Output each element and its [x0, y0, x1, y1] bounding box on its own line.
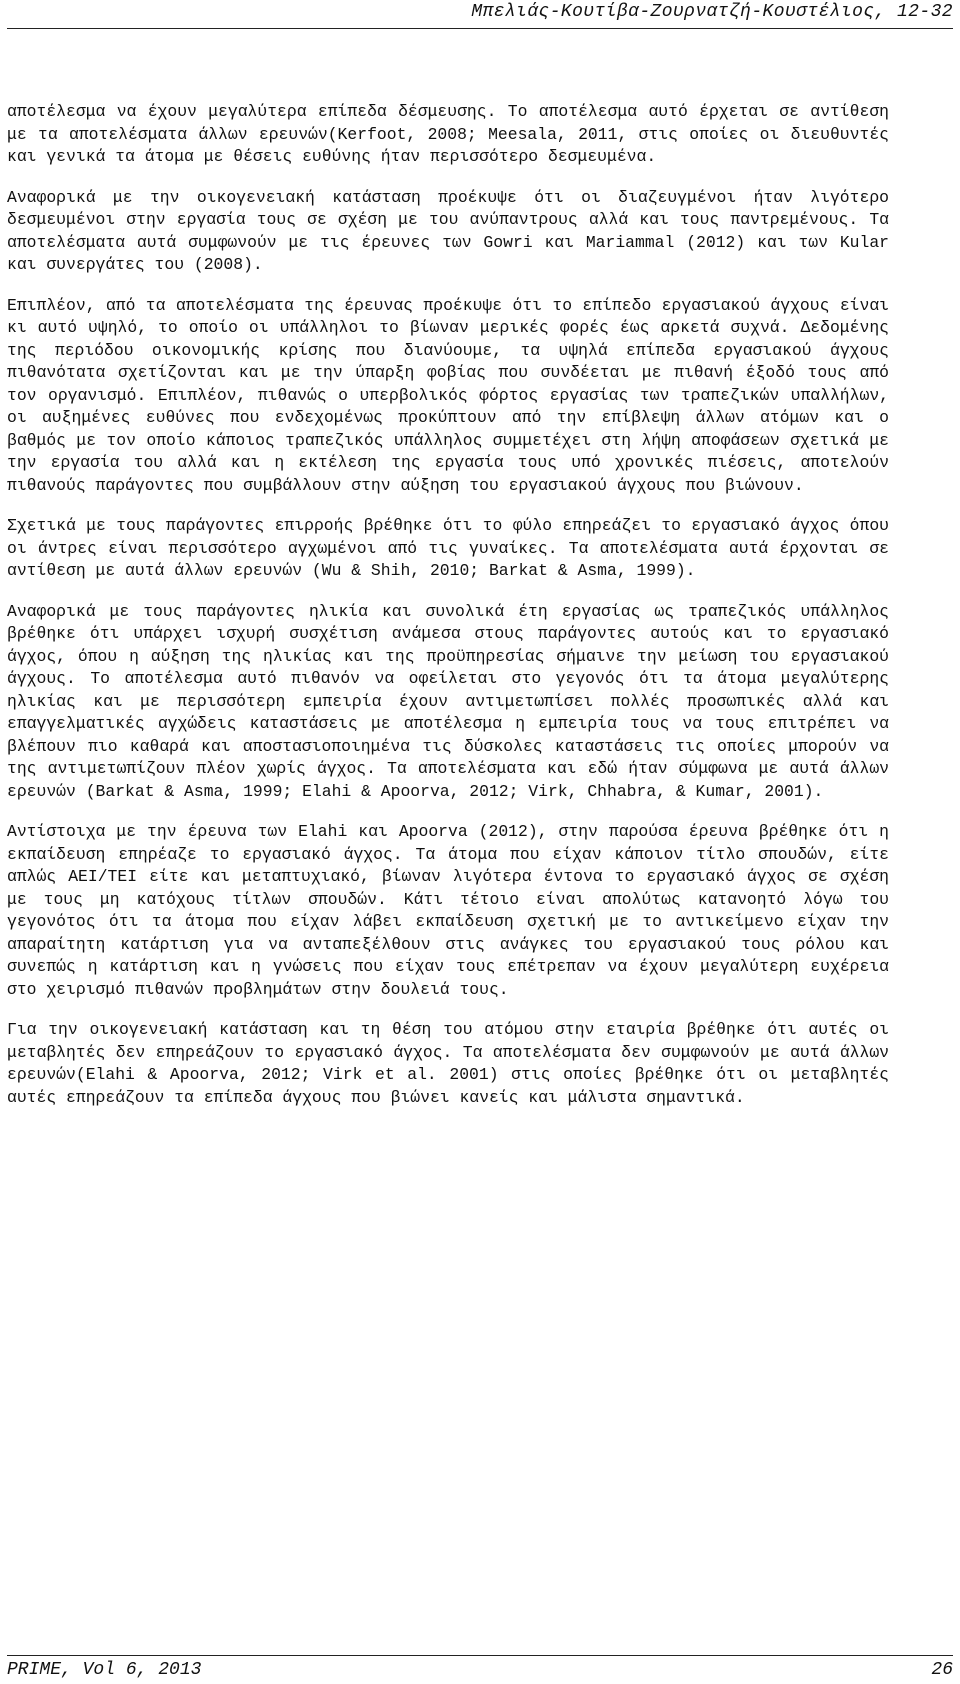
paragraph-6: Αντίστοιχα με την έρευνα των Elahi και Apoorva (2012), στην παρούσα έρευνα βρέθηκε ότι η εκπαίδευση επηρέαζε το εργασιακό άγχος. Τα άτομα που είχαν κάποιον τίτλο σπουδών, είτε απλώς ΑΕΙ/ΤΕΙ είτε και μεταπτυχιακό, βίωναν λιγότερα έντονα το εργασιακό άγχος σε σχέση με τους μη κατόχους τίτλων σπουδών. Κάτι τέτοιο είναι απολύτως κατανοητό λόγω του γεγονότος ότι τα άτομα που είχαν λάβει εκπαίδευση σχετική με το αντικείμενο είχαν την απαραίτητη κατάρτιση για να ανταπεξέλθουν στις ανάγκες του εργασιακού τους ρόλου και συνεπώς η κατάρτιση και η γνώσεις που είχαν τους επέτρεπαν να έχουν μεγαλύτερη ευχέρεια στο χειρισμό πιθανών προβλημάτων στην δουλειά τους. [7, 822, 889, 999]
paragraph-4: Σχετικά με τους παράγοντες επιρροής βρέθηκε ότι το φύλο επηρεάζει το εργασιακό άγχος όπου οι άντρες είναι περισσότερο αγχωμένοι από τις γυναίκες. Τα αποτελέσματα αυτά έρχονται σε αντίθεση με αυτά άλλων ερευνών (Wu & Shih, 2010; Barkat & Asma, 1999). [7, 516, 889, 580]
footer-rule [7, 1655, 953, 1656]
footer-journal: PRIME, Vol 6, 2013 [7, 1660, 202, 1680]
header-rule [7, 28, 953, 29]
running-head-title: Μπελιάς-Κουτίβα-Ζουρνατζή-Κουστέλιος, 12-32 [471, 2, 953, 22]
paragraph-1: αποτέλεσμα να έχουν μεγαλύτερα επίπεδα δέσμευσης. Το αποτέλεσμα αυτό έρχεται σε αντίθεση με τα αποτελέσματα άλλων ερευνών(Kerfoot, 2008; Meesala, 2011, στις οποίες οι διευθυντές και γενικά τα άτομα με θέσεις ευθύνης ήταν περισσότερο δεσμευμένα. [7, 102, 889, 166]
page-body [7, 101, 889, 1109]
paragraph-2: Αναφορικά με την οικογενειακή κατάσταση προέκυψε ότι οι διαζευγμένοι ήταν λιγότερο δεσμευμένοι στην εργασία τους σε σχέση με του ανύπαντρους αλλά και τους παντρεμένους. Τα αποτελέσματα αυτά συμφωνούν με τις έρευνες των Gowri και Mariammal (2012) και των Kular και συνεργάτες του (2008). [7, 187, 889, 274]
paragraph-7: Για την οικογενειακή κατάσταση και τη θέση του ατόμου στην εταιρία βρέθηκε ότι αυτές οι μεταβλητές δεν επηρεάζουν το εργασιακό άγχος. Τα αποτελέσματα δεν συμφωνούν με αυτά άλλων ερευνών(Elahi & Apoorva, 2012; Virk et al. 2001) στις οποίες βρέθηκε ότι οι μεταβλητές αυτές επηρεάζουν τα επίπεδα άγχους που βιώνει κανείς και μάλιστα σημαντικά. [7, 1020, 889, 1107]
paragraph-3: Επιπλέον, από τα αποτελέσματα της έρευνας προέκυψε ότι το επίπεδο εργασιακού άγχους είναι κι αυτό υψηλό, το οποίο οι υπάλληλοι το βίωναν μερικές φορές έως αρκετά συχνά. Δεδομένης της περιόδου οικονομικής κρίσης που διανύουμε, τα υψηλά επίπεδα εργασιακού άγχους πιθανότατα σχετίζονται και με την ύπαρξη φοβίας που συνδέεται με πιθανή έξοδό τους από τον οργανισμό. Επιπλέον, πιθανώς ο υπερβολικός φόρτος εργασίας των τραπεζικών υπαλλήλων, οι αυξημένες ευθύνες που ενδεχομένως προκύπτουν από την επίβλεψη άλλων ατόμων και ο βαθμός με τον οποίο κάποιος τραπεζικός υπάλληλος συμμετέχει στη λήψη αποφάσεων σχετικά με την εργασία του αλλά και η εκτέλεση της εργασία τους υπό χρονικές πιέσεις, αποτελούν πιθανούς παράγοντες που συμβάλλουν στην αύξηση του εργασιακού άγχους που βιώνουν. [7, 295, 889, 495]
paragraph-5: Αναφορικά με τους παράγοντες ηλικία και συνολικά έτη εργασίας ως τραπεζικός υπάλληλος βρέθηκε ότι υπάρχει ισχυρή συσχέτιση ανάμεσα στους παράγοντες αυτούς και το εργασιακό άγχος, όπου η αύξηση της ηλικίας και της προϋπηρεσίας σήμαινε την μείωση του εργασιακού άγχους. Το αποτέλεσμα αυτό πιθανόν να οφείλεται στο γεγονός ότι τα άτομα μεγαλύτερης ηλικίας και με περισσότερη εμπειρία έχουν αντιμετωπίσει πολλές προσωπικές αλλά και επαγγελματικές αγχώδεις καταστάσεις με αποτέλεσμα η εμπειρία τους να τους επιτρέπει να βλέπουν πιο καθαρά και αποστασιοποιημένα τις δύσκολες καταστάσεις τις οποίες μπορούν να της αντιμετωπίζουν πλέον χωρίς άγχος. Τα αποτελέσματα και εδώ ήταν σύμφωνα με αυτά άλλων ερευνών (Barkat & Asma, 1999; Elahi & Apoorva, 2012; Virk, Chhabra, & Kumar, 2001). [7, 601, 889, 801]
footer-page-number: 26 [931, 1660, 953, 1680]
